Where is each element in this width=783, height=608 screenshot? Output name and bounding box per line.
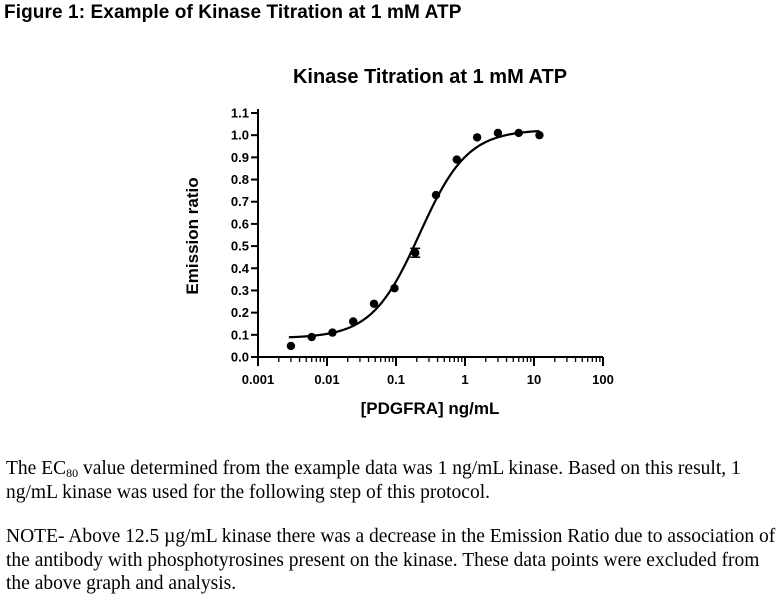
data-point [287, 342, 295, 350]
data-point [514, 129, 522, 137]
ec-subscript: 80 [66, 466, 79, 480]
x-tick-label: 10 [526, 372, 542, 387]
data-point [535, 131, 543, 139]
y-tick-label: 0.5 [230, 238, 249, 254]
ec80-paragraph [6, 457, 781, 504]
data-point [432, 191, 440, 199]
y-tick-label: 0.7 [230, 194, 249, 210]
data-point [390, 284, 398, 292]
para1-text-end: value determined from the example data was 1 ng/mL kinase. Based on this result, 1 ng/mL kinase was used for the following step of this protocol. [6, 458, 741, 503]
x-tick-label: 0.1 [386, 372, 406, 387]
y-tick-label: 1.1 [230, 105, 249, 121]
y-tick-label: 0.1 [230, 327, 249, 343]
data-point [349, 317, 357, 325]
x-tick-label: 100 [592, 372, 614, 387]
y-tick-label: 0.4 [230, 260, 249, 276]
y-tick-label: 0.0 [230, 349, 249, 365]
y-axis-label: Emission ratio [183, 177, 202, 295]
fit-curve [289, 131, 540, 337]
data-point [473, 133, 481, 141]
note-paragraph: NOTE- Above 12.5 µg/mL kinase there was a decrease in the Emission Ratio due to association of the antibody with phosphotyrosines present on the kinase. These data points were excluded from the above graph and analysis. [6, 526, 776, 594]
y-tick-label: 0.3 [230, 282, 249, 298]
x-tick-label: 0.001 [241, 372, 275, 387]
y-tick-label: 0.9 [230, 149, 249, 165]
figure-heading: Figure 1: Example of Kinase Titration at 1 mM ATP [4, 2, 462, 23]
x-tick-label: 1 [461, 372, 469, 387]
x-tick-label: 0.01 [314, 372, 340, 387]
data-point [307, 333, 315, 341]
data-point [453, 155, 461, 163]
y-tick-label: 1.0 [230, 127, 249, 143]
chart-title: Kinase Titration at 1 mM ATP [292, 66, 568, 88]
y-tick-label: 0.6 [230, 216, 249, 232]
y-tick-label: 0.2 [230, 305, 249, 321]
x-axis-label: [PDGFRA] ng/mL [360, 399, 500, 418]
data-point [370, 300, 378, 308]
data-point [494, 129, 502, 137]
para1-text-start: The EC [6, 458, 67, 479]
data-point [328, 328, 336, 336]
y-tick-label: 0.8 [230, 172, 249, 188]
